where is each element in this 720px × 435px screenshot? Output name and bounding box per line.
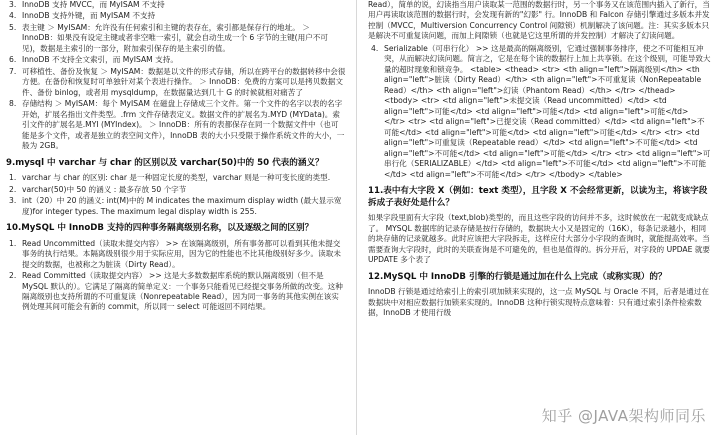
list-item-text: Read Uncommitted（读取未提交内容） >> 在该隔离级别，所有事务都可以看到其他未提交事务的执行结果。本隔离级别很少用于实际应用，因为它的性能也不比其他级别好多少。读取未提交的数据，也被称之为脏读（Dirty Read）。 (22, 238, 341, 269)
list-item-number: 6. (9, 55, 17, 65)
list-item (6, 185, 346, 195)
list-item-number: 4. (371, 43, 379, 53)
list-item-text: Read Committed（读取提交内容） >> 这是大多数数据库系统的默认隔离级别（但不是 MySQL 默认的）。它满足了隔离的简单定义：一个事务只能看见已经提交事务所做的改变。这种隔离级别也支持所谓的不可重复读（Nonrepeatable Read），因为同一事务的其他实例在该实例处理其间可能会有新的 commit，所以同一 select 可能返回不同结果。 (22, 271, 343, 312)
heading-q11: 11.表中有大字段 X（例如：text 类型），且字段 X 不会经常更新，以读为主，将该字段拆成子表好处是什么？ (368, 185, 708, 208)
serializable-list (368, 44, 712, 180)
list-item-number: 3. (9, 0, 17, 9)
list-item (6, 0, 346, 10)
page-gutter (356, 0, 357, 435)
list-item (6, 55, 346, 65)
list-item-text: 存储结构 ＞ MyISAM：每个 MyISAM 在磁盘上存储成三个文件。第一个文件的名字以表的名字开始，扩展名指出文件类型。.frm 文件存储表定义。数据文件的扩展名为.MYD (MYData)。索引文件的扩展名是.MYI (MYIndex)。 ＞ InnoDB：所有的表都保存在同一个数据文件中（也可能是多个文件，或者是独立的表空间文件），InnoDB 表的大小只受限于操作系统文件的大小，一般为 2GB。 (22, 99, 345, 151)
engine-diff-list (6, 0, 346, 152)
phantom-read-paragraph: Read），简单的说，幻读指当用户读取某一范围的数据行时，另一个事务又在该范围内插入了新行，当用户再读取该范围的数据行时，会发现有新的"幻影" 行。InnoDB 和 Falcon 存储引擎通过多版本并发控制（MVCC，Multiversion Concurrency Control 间隙锁）机制解决了该问题。注：其实多版本只是解决不可重复读问题，而加上间隙锁（也就是它这里所谓的并发控制）才解决了幻读问题。 (368, 0, 710, 41)
list-item-number: 7. (9, 66, 17, 76)
list-item-number: 1. (9, 238, 17, 248)
heading-q9: 9.mysql 中 varchar 与 char 的区别以及 varchar(50)中的 50 代表的涵义？ (6, 157, 324, 168)
list-item (6, 239, 346, 270)
list-item-text: 可移植性、备份及恢复 ＞ MyISAM：数据是以文件的形式存储，所以在跨平台的数据转移中会很方便。在备份和恢复时可单独针对某个表进行操作。 ＞ InnoDB：免费的方案可以是拷贝数据文件、备份 binlog，或者用 mysqldump，在数据量达到几十 G 的时候就相对痛苦了 (22, 66, 346, 97)
list-item (368, 44, 712, 180)
list-item-number: 3. (9, 196, 17, 206)
list-item (6, 196, 346, 217)
list-item-number: 4. (9, 11, 17, 21)
list-item (6, 173, 346, 183)
list-item-text: varchar 与 char 的区别: char 是一种固定长度的类型，varchar 则是一种可变长度的类型. (22, 173, 331, 183)
list-item-number: 5. (9, 22, 17, 32)
left-page (6, 0, 346, 435)
list-item-text: 表主键 ＞ MyISAM：允许没有任何索引和主键的表存在，索引都是保存行的地址。 ＞ InnoDB：如果没有设定主键或者非空唯一索引，就会自动生成一个 6 字节的主键(用户不可见)，数据是主索引的一部分，附加索引保存的是主索引的值。 (22, 22, 328, 53)
list-item-text: InnoDB 不支持全文索引，而 MyISAM 支持。 (22, 55, 178, 65)
heading-q12: 12.MySQL 中 InnoDB 引擎的行锁是通过加在什么上完成（或称实现）的？ (368, 271, 667, 282)
list-item-text: InnoDB 支持外键，而 MyISAM 不支持 (22, 11, 156, 21)
list-item-text: Serializable（可串行化） >> 这是最高的隔离级别，它通过强制事务排序，使之不可能相互冲突，从而解决幻读问题。简言之，它是在每个读的数据行上加上共享锁。在这个级别，可能导致大量的超时现象和锁竞争。 <table> <thead> <tr> <th align="left">隔离级别</th> <th align="left">脏读（Dirty Read）</th> <th align="left">不可重复读（NonRepeatable Read）</th> <th align="left">幻读（Phantom Read）</th> </tr> </thead> <tbody> <tr> <td align="left">未提交读（Read uncommitted）</td> <td align="left">可能</td> <td align="left">可能</td> <td align="left">可能</td> </tr> <tr> <td align="left">已提交读（Read committed）</td> <td align="left">不可能</td> <td align="left">可能</td> <td align="left">可能</td> </tr> <tr> <td align="left">可重复读（Repeatable read）</td> <td align="left">不可能</td> <td align="left">不可能</td> <td align="left">可能</td> </tr> <tr> <td align="left">可串行化（SERIALIZABLE）</td> <td align="left">不可能</td> <td align="left">不可能</td> <td align="left">不可能</td> </tr> </tbody> </table> (384, 43, 711, 179)
list-item (6, 271, 346, 313)
list-item-number: 1. (9, 173, 17, 183)
watermark: 知乎 @JAVA架构师同乐 (541, 407, 706, 426)
list-item-number: 2. (9, 184, 17, 194)
list-item (6, 99, 346, 151)
heading-q10: 10.MySQL 中 InnoDB 支持的四种事务隔离级别名称，以及逐级之间的区别？ (6, 223, 314, 234)
answer-q12: InnoDB 行锁是通过给索引上的索引项加锁来实现的，这一点 MySQL 与 Oracle 不同，后者是通过在数据块中对相应数据行加锁来实现的。InnoDB 这种行锁实现特点意味着：只有通过索引条件检索数据，InnoDB 才使用行级 (368, 287, 710, 318)
varchar-list (6, 173, 346, 217)
right-page (368, 0, 712, 435)
list-item-text: InnoDB 支持 MVCC，而 MyISAM 不支持 (22, 0, 165, 9)
list-item (6, 23, 346, 54)
isolation-list (6, 239, 346, 313)
list-item (6, 67, 346, 98)
list-item-text: int（20）中 20 的涵义: int(M)中的 M indicates the maximum display width (最大显示宽度)for integer types. The maximum legal display width is 255. (22, 196, 342, 216)
list-item-number: 2. (9, 271, 17, 281)
list-item-number: 8. (9, 99, 17, 109)
list-item-text: varchar(50)中 50 的涵义 : 最多存放 50 个字节 (22, 184, 187, 194)
list-item (6, 11, 346, 21)
answer-q11: 如果字段里面有大字段（text,blob)类型的，而且这些字段的访问并不多，这时候放在一起就变成缺点了。 MYSQL 数据库的记录存储是按行存储的，数据块大小又是固定的（16K），每条记录越小，相同的块存储的记录就越多。此时应该把大字段拆走，这样应付大部分小字段的查询时，就能提高效率。当需要查询大字段时，此时的关联查询是不可避免的，但也是值得的。拆分开后，对字段的 UPDAE 就要 UPDATE 多个表了 (368, 213, 711, 265)
